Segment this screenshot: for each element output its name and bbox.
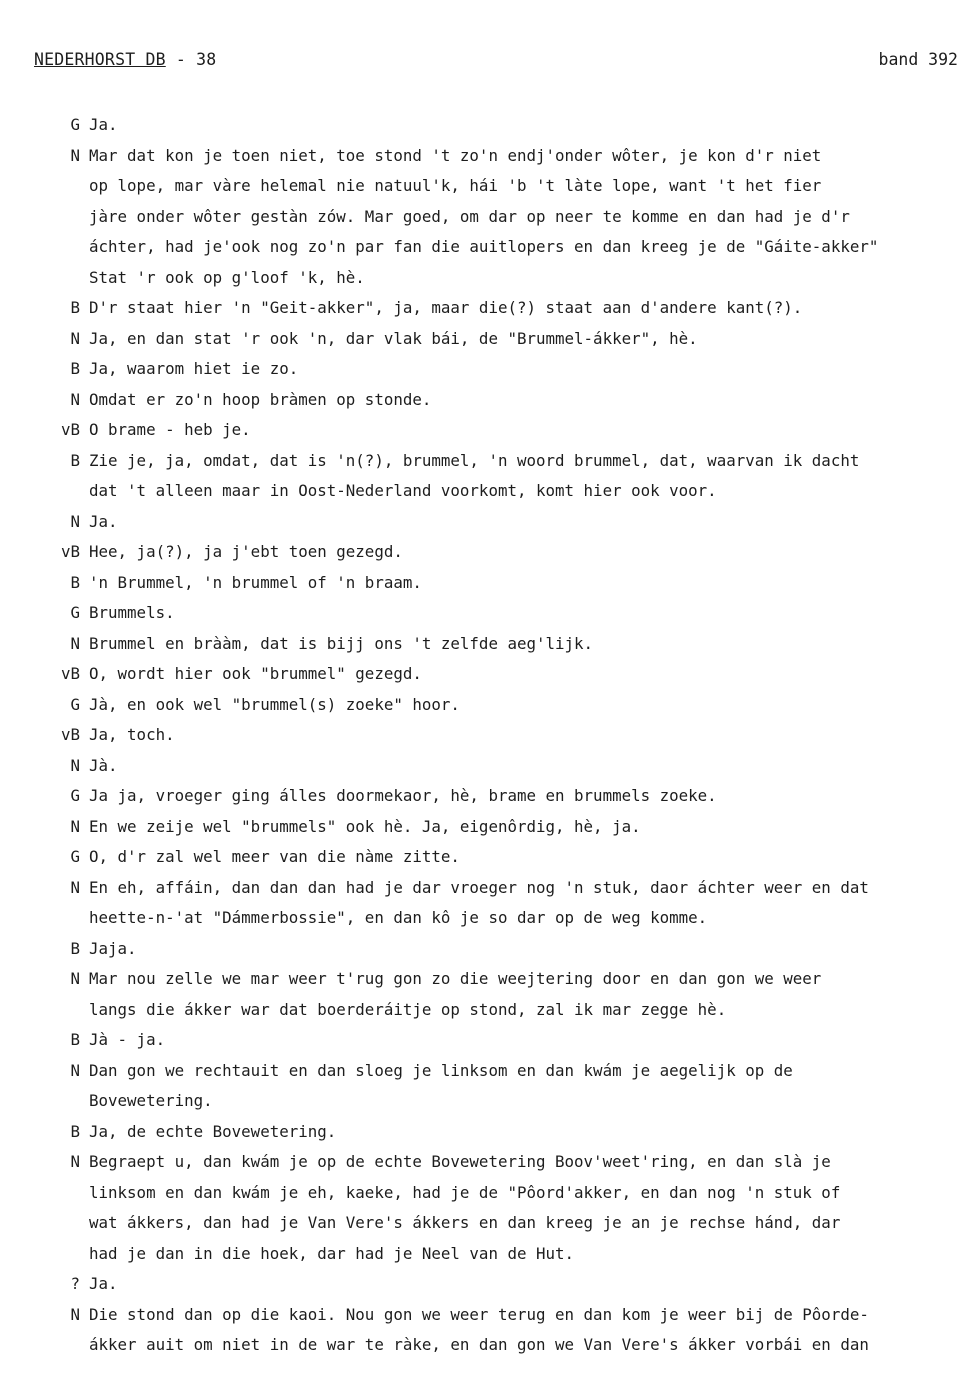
utterance-line: Ja, de echte Bovewetering. bbox=[89, 1121, 337, 1141]
transcript-turn bbox=[0, 720, 973, 751]
utterance bbox=[89, 1117, 964, 1148]
utterance-line: Zie je, ja, omdat, dat is 'n(?), brummel, 'n woord brummel, dat, waarvan ik dacht bbox=[89, 450, 860, 470]
utterance-line: O, d'r zal wel meer van die nàme zitte. bbox=[89, 847, 460, 866]
utterance bbox=[89, 293, 964, 324]
utterance-line: Jà. bbox=[89, 755, 118, 775]
transcript-turn bbox=[0, 934, 973, 965]
utterance-line: 'n Brummel, 'n brummel of 'n braam. bbox=[89, 572, 422, 592]
utterance-line: Omdat er zo'n hoop bràmen op stonde. bbox=[89, 389, 432, 409]
utterance-line: Bovewetering. bbox=[89, 1091, 213, 1110]
utterance bbox=[89, 964, 964, 1025]
speaker-label: N bbox=[70, 816, 80, 836]
speaker-label: B bbox=[70, 572, 80, 592]
utterance bbox=[89, 507, 964, 538]
utterance bbox=[89, 842, 964, 873]
utterance-line: Jà - ja. bbox=[89, 1030, 166, 1049]
utterance bbox=[89, 751, 964, 782]
page-number: - 38 bbox=[165, 50, 217, 69]
transcript-turn bbox=[0, 598, 973, 629]
speaker-label: B bbox=[70, 359, 80, 378]
speaker-label: vB bbox=[60, 542, 80, 561]
utterance-line: ákker auit om niet in de war te ràke, en dan gon we Van Vere's ákker vorbái en dan bbox=[89, 1335, 869, 1354]
utterance bbox=[89, 446, 964, 507]
speaker-label: vB bbox=[60, 664, 80, 683]
utterance-line: op lope, mar vàre helemal nie natuul'k, hái 'b 't làte lope, want 't het fier bbox=[89, 176, 822, 195]
transcript-turn bbox=[0, 629, 973, 660]
transcript-turn bbox=[0, 690, 973, 721]
transcript-turn bbox=[0, 1025, 973, 1056]
speaker-label: G bbox=[70, 694, 80, 714]
transcript-turn bbox=[0, 964, 973, 1025]
utterance-line: Die stond dan op die kaoi. Nou gon we weer terug en dan kom je weer bij de Pôorde- bbox=[89, 1304, 869, 1324]
utterance-line: linksom en dan kwám je eh, kaeke, had je de "Pôord'akker, en dan nog 'n stuk of bbox=[89, 1182, 841, 1202]
transcript-turn bbox=[0, 1117, 973, 1148]
transcript-turn bbox=[0, 446, 973, 507]
speaker-label: N bbox=[70, 145, 80, 165]
utterance bbox=[89, 385, 964, 416]
utterance-line: Brummel en brààm, dat is bijj ons 't zelfde aeg'lijk. bbox=[89, 633, 594, 653]
transcript-turn bbox=[0, 1056, 973, 1117]
utterance bbox=[89, 598, 964, 629]
transcript-turn bbox=[0, 537, 973, 568]
speaker-label: G bbox=[70, 847, 80, 866]
speaker-label: N bbox=[70, 1304, 80, 1324]
utterance-line: had je dan in die hoek, dar had je Neel van de Hut. bbox=[89, 1243, 575, 1263]
speaker-label: N bbox=[70, 755, 80, 775]
utterance-line: Jaja. bbox=[89, 938, 137, 958]
transcript-turn bbox=[0, 324, 973, 355]
utterance-line: Brummels. bbox=[89, 603, 175, 622]
utterance bbox=[89, 934, 964, 965]
header-document-id bbox=[34, 50, 216, 69]
utterance-line: En we zeije wel "brummels" ook hè. Ja, eigenôrdig, hè, ja. bbox=[89, 816, 641, 836]
utterance bbox=[89, 141, 964, 294]
transcript-turn bbox=[0, 354, 973, 385]
doc-id: NEDERHORST DB bbox=[34, 50, 166, 69]
utterance-line: Ja ja, vroeger ging álles doormekaor, hè, brame en brummels zoeke. bbox=[89, 786, 717, 805]
speaker-label: B bbox=[70, 298, 80, 317]
utterance bbox=[89, 537, 964, 568]
speaker-label: G bbox=[70, 786, 80, 805]
transcript bbox=[0, 110, 973, 1361]
utterance-line: Ja, toch. bbox=[89, 725, 175, 744]
transcript-turn bbox=[0, 1147, 973, 1269]
utterance bbox=[89, 659, 964, 690]
speaker-label: N bbox=[70, 389, 80, 409]
utterance-line: D'r staat hier 'n "Geit-akker", ja, maar die(?) staat aan d'andere kant(?). bbox=[89, 298, 803, 317]
utterance bbox=[89, 1056, 964, 1117]
utterance bbox=[89, 110, 964, 141]
transcript-turn bbox=[0, 812, 973, 843]
speaker-label: B bbox=[70, 938, 80, 958]
utterance-line: O, wordt hier ook "brummel" gezegd. bbox=[89, 664, 422, 683]
header-tape-number: band 392 bbox=[878, 50, 958, 69]
utterance-line: wat ákkers, dan had je Van Vere's ákkers en dan kreeg je an je rechse hánd, dar bbox=[89, 1213, 841, 1232]
speaker-label: B bbox=[70, 1030, 80, 1049]
utterance bbox=[89, 690, 964, 721]
transcript-turn bbox=[0, 141, 973, 294]
utterance-line: Hee, ja(?), ja j'ebt toen gezegd. bbox=[89, 542, 403, 561]
speaker-label: B bbox=[70, 1121, 80, 1141]
utterance-line: O brame - heb je. bbox=[89, 420, 251, 439]
utterance bbox=[89, 720, 964, 751]
transcript-turn bbox=[0, 842, 973, 873]
speaker-label: B bbox=[70, 450, 80, 470]
transcript-turn bbox=[0, 659, 973, 690]
utterance bbox=[89, 629, 964, 660]
utterance-line: Ja. bbox=[89, 1274, 118, 1293]
utterance bbox=[89, 415, 964, 446]
utterance-line: Mar dat kon je toen niet, toe stond 't zo'n endj'onder wôter, je kon d'r niet bbox=[89, 145, 822, 165]
utterance-line: Begraept u, dan kwám je op de echte Bovewetering Boov'weet'ring, en dan slà je bbox=[89, 1152, 831, 1171]
speaker-label: N bbox=[70, 328, 80, 348]
utterance-line: Ja. bbox=[89, 115, 118, 134]
transcript-turn bbox=[0, 415, 973, 446]
utterance bbox=[89, 873, 964, 934]
utterance-line: Ja. bbox=[89, 511, 118, 531]
transcript-turn bbox=[0, 385, 973, 416]
utterance bbox=[89, 812, 964, 843]
utterance bbox=[89, 1025, 964, 1056]
utterance-line: Jà, en ook wel "brummel(s) zoeke" hoor. bbox=[89, 694, 460, 714]
utterance bbox=[89, 324, 964, 355]
speaker-label: N bbox=[70, 633, 80, 653]
speaker-label: vB bbox=[60, 420, 80, 439]
speaker-label: N bbox=[70, 877, 80, 897]
transcript-turn bbox=[0, 507, 973, 538]
utterance-line: Dan gon we rechtauit en dan sloeg je linksom en dan kwám je aegelijk op de bbox=[89, 1060, 793, 1080]
transcript-turn bbox=[0, 873, 973, 934]
speaker-label: N bbox=[70, 1152, 80, 1171]
transcript-turn bbox=[0, 568, 973, 599]
utterance-line: Ja, waarom hiet ie zo. bbox=[89, 359, 299, 378]
utterance-line: langs die ákker war dat boerderáitje op stond, zal ik mar zegge hè. bbox=[89, 999, 727, 1019]
utterance bbox=[89, 781, 964, 812]
transcript-turn bbox=[0, 293, 973, 324]
utterance-line: En eh, affáin, dan dan dan had je dar vroeger nog 'n stuk, daor áchter weer en dat bbox=[89, 877, 869, 897]
utterance-line: Ja, en dan stat 'r ook 'n, dar vlak bái, de "Brummel-ákker", hè. bbox=[89, 328, 698, 348]
speaker-label: N bbox=[70, 969, 80, 988]
utterance bbox=[89, 568, 964, 599]
speaker-label: G bbox=[70, 115, 80, 134]
speaker-label: vB bbox=[60, 725, 80, 744]
speaker-label: G bbox=[70, 603, 80, 622]
transcript-turn bbox=[0, 110, 973, 141]
transcript-turn bbox=[0, 781, 973, 812]
speaker-label: N bbox=[70, 1060, 80, 1080]
utterance-line: áchter, had je'ook nog zo'n par fan die auitlopers en dan kreeg je de "Gáite-akker" bbox=[89, 237, 879, 256]
utterance-line: dat 't alleen maar in Oost-Nederland voorkomt, komt hier ook voor. bbox=[89, 481, 717, 500]
speaker-label: N bbox=[70, 511, 80, 531]
utterance bbox=[89, 1269, 964, 1300]
transcript-turn bbox=[0, 1269, 973, 1300]
utterance bbox=[89, 354, 964, 385]
utterance-line: Stat 'r ook op g'loof 'k, hè. bbox=[89, 267, 365, 287]
transcript-turn bbox=[0, 751, 973, 782]
utterance bbox=[89, 1147, 964, 1269]
speaker-label: ? bbox=[70, 1274, 80, 1293]
utterance bbox=[89, 1300, 964, 1361]
utterance-line: Mar nou zelle we mar weer t'rug gon zo die weejtering door en dan gon we weer bbox=[89, 969, 822, 988]
utterance-line: heette-n-'at "Dámmerbossie", en dan kô je so dar op de weg komme. bbox=[89, 908, 708, 927]
utterance-line: jàre onder wôter gestàn zów. Mar goed, om dar op neer te komme en dan had je d'r bbox=[89, 206, 850, 226]
transcript-turn bbox=[0, 1300, 973, 1361]
